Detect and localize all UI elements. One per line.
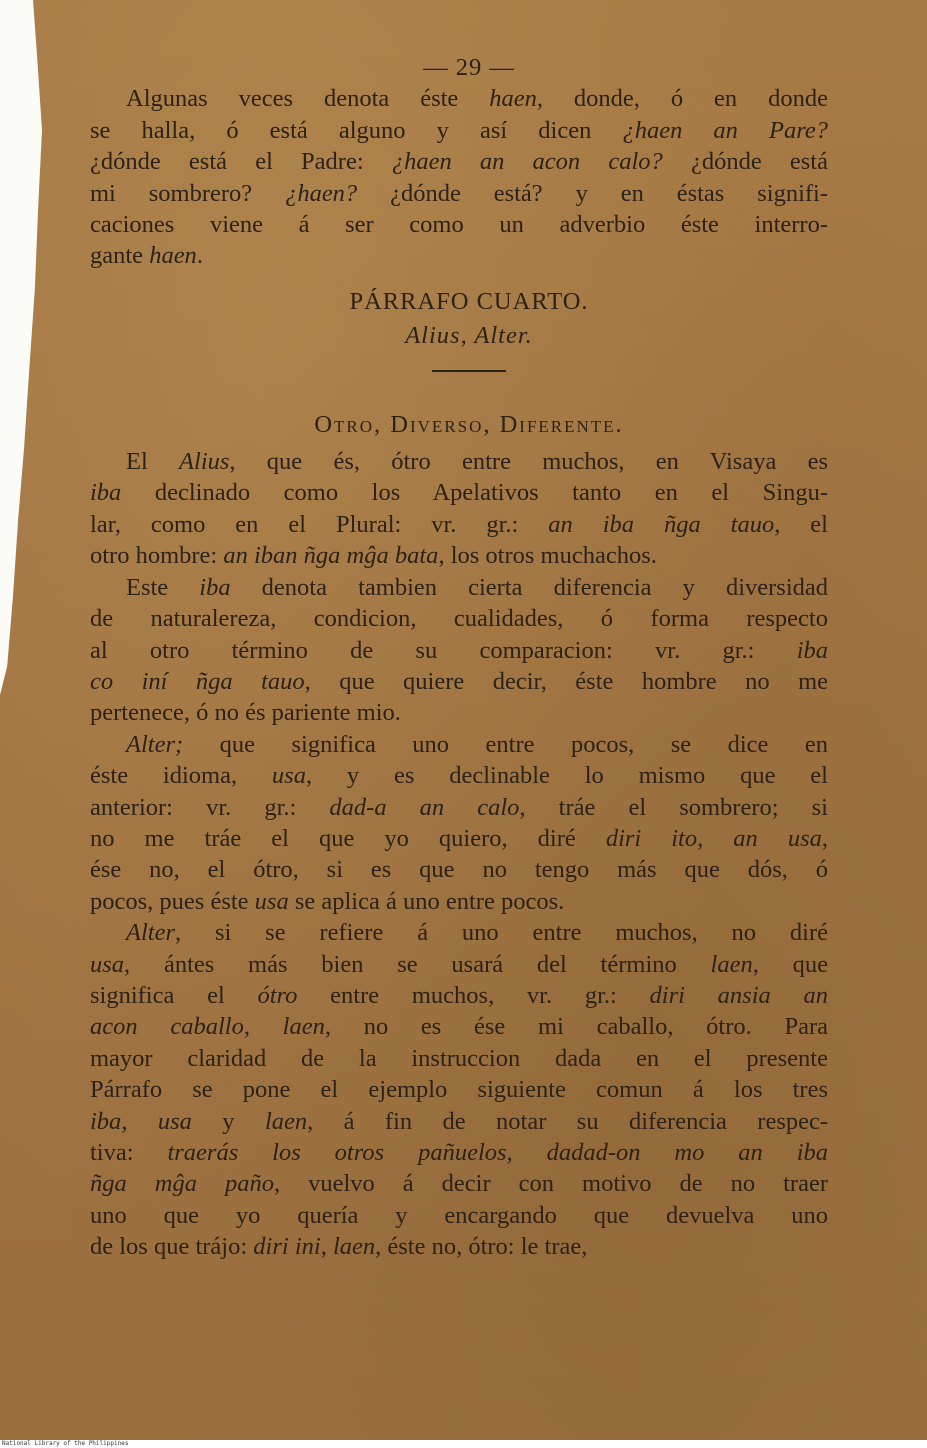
text-line <box>90 917 828 948</box>
text-run: an usa <box>733 824 822 852</box>
text-run: diri ansia an <box>649 981 828 1009</box>
text-run: otro hombre: <box>90 542 224 570</box>
paragraph-alter <box>90 729 828 917</box>
text-run: mi sombrero? <box>90 179 286 207</box>
text-run: que significa uno entre pocos, se dice en <box>183 730 828 758</box>
text-run: laen <box>710 950 753 978</box>
text-run: , que és, ótro entre muchos, en Visaya es <box>229 448 828 476</box>
text-run: , el <box>774 510 828 538</box>
text-run: acon caballo <box>90 1013 244 1041</box>
text-run: y <box>191 1107 265 1135</box>
text-run: mayor claridad de la instruccion dada en el presente <box>90 1044 828 1072</box>
text-line <box>90 540 828 571</box>
torn-page-edge <box>0 0 60 1448</box>
text-run: an iba ñga tauo <box>548 510 775 538</box>
text-run: iba <box>90 479 122 507</box>
text-run: , donde, ó en donde <box>536 85 828 113</box>
text-run: usa <box>271 762 306 790</box>
text-line <box>90 1011 828 1042</box>
text-line <box>90 635 828 666</box>
text-line <box>90 146 828 177</box>
text-run: Párrafo se pone el ejemplo siguiente comun á los tres <box>90 1076 828 1104</box>
text-run: haen <box>149 242 197 270</box>
text-run: anterior: vr. gr.: <box>90 793 330 821</box>
text-run: ¿haen? <box>285 179 358 207</box>
text-line <box>90 729 828 760</box>
text-run: , <box>697 824 734 852</box>
text-run: usa <box>157 1107 192 1135</box>
text-run: de naturalereza, condicion, cualidades, ó forma respecto <box>90 605 828 633</box>
text-run: iba <box>90 1107 122 1135</box>
text-run: , que <box>752 950 829 978</box>
text-run: traerás los otros pañuelos, dadad-on mo an iba <box>167 1139 828 1166</box>
section-subheading: Alius, Alter. <box>405 322 533 350</box>
text-line <box>90 572 828 603</box>
text-run: Este <box>126 573 200 601</box>
text-run: declinado como los Apelativos tanto en el Singu- <box>121 479 828 507</box>
text-run: an iban ñga mĝa bata <box>223 542 439 570</box>
text-line <box>90 509 828 540</box>
text-line <box>90 1200 828 1231</box>
text-run: ñga mĝa paño <box>90 1170 274 1198</box>
text-run: El <box>126 448 180 476</box>
text-run: caciones viene á ser como un adverbio éste interro- <box>90 211 828 239</box>
text-run: dad-a an calo <box>329 793 520 821</box>
page-number: — 29 — <box>423 54 515 81</box>
text-run: ¿haen an acon calo? <box>391 148 663 176</box>
text-line <box>90 1137 828 1168</box>
text-line <box>90 697 828 728</box>
text-run: , no es ése mi caballo, ótro. Para <box>324 1013 828 1041</box>
text-line <box>90 477 828 508</box>
text-line <box>90 1231 828 1262</box>
text-line <box>90 446 828 477</box>
text-run: haen <box>489 85 537 113</box>
text-line <box>90 823 828 854</box>
text-run: ¿dónde está el Padre: <box>90 148 392 176</box>
text-run: co iní ñga tauo <box>90 667 305 695</box>
text-run: , ántes más bien se usará del término <box>124 950 711 978</box>
text-run: , los otros muchachos. <box>438 542 657 570</box>
text-line <box>90 178 828 209</box>
text-run: iba <box>199 573 231 601</box>
text-run: Alter <box>126 919 175 947</box>
text-line <box>90 792 828 823</box>
text-run: ¿dónde está? y en éstas signifi- <box>357 179 829 207</box>
text-run: no me tráe el que yo quiero, diré <box>90 824 606 852</box>
text-run: diri ini <box>253 1233 321 1261</box>
text-line <box>90 603 828 634</box>
text-line <box>90 760 828 791</box>
text-run: , <box>320 1233 333 1261</box>
text-run: se aplica á uno entre pocos. <box>288 887 565 915</box>
text-line <box>90 209 828 240</box>
text-line <box>90 886 828 917</box>
text-run: Algunas veces denota éste <box>126 85 490 113</box>
text-run: laen <box>264 1107 308 1135</box>
text-run: de los que trájo: <box>90 1233 254 1261</box>
text-run: ¿dónde está <box>662 148 828 176</box>
text-run: Alius <box>179 448 230 476</box>
text-line <box>90 1043 828 1074</box>
text-run: usa <box>254 887 289 915</box>
paragraph-alter-laen <box>90 917 828 1262</box>
text-run: diri ito <box>605 824 698 852</box>
text-run: , vuelvo á decir con motivo de no traer <box>273 1170 828 1198</box>
text-run: . <box>196 242 203 270</box>
text-run: , si se refiere á uno entre muchos, no diré <box>175 919 828 947</box>
text-run: se halla, ó está alguno y así dicen <box>90 116 623 144</box>
text-run: éste idioma, <box>90 762 272 790</box>
scan-footer-strip <box>0 1440 927 1448</box>
text-run: , á fin de notar su diferencia respec- <box>307 1107 829 1135</box>
text-line <box>90 854 828 885</box>
text-run: pocos, pues éste <box>90 887 255 915</box>
text-run: ótro <box>257 981 298 1009</box>
text-run: uno que yo quería y encargando que devuelva uno <box>90 1201 828 1229</box>
text-line <box>90 666 828 697</box>
text-run: al otro término de su comparacion: vr. gr.: <box>90 636 797 664</box>
text-run: , <box>121 1107 158 1135</box>
text-run: significa el <box>90 981 258 1009</box>
section-heading: PÁRRAFO CUARTO. <box>349 287 589 315</box>
library-credit: National Library of the Philippines <box>2 1440 129 1447</box>
text-line <box>90 240 828 271</box>
text-run: , y es declinable lo mismo que el <box>305 762 828 790</box>
text-run: , éste no, ótro: le trae, <box>375 1233 588 1261</box>
text-line <box>90 949 828 980</box>
text-run: tiva: <box>90 1139 168 1166</box>
text-run: pertenece, ó no és pariente mio. <box>90 699 401 727</box>
text-run: denota tambien cierta diferencia y diversidad <box>230 573 828 601</box>
text-run: usa <box>90 950 125 978</box>
section-title: Otro, Diverso, Diferente. <box>314 410 624 438</box>
text-run: gante <box>90 242 150 270</box>
text-line <box>90 1074 828 1105</box>
text-run: lar, como en el Plural: vr. gr.: <box>90 510 549 538</box>
text-line <box>90 1168 828 1199</box>
text-run: , tráe el sombrero; si <box>519 793 828 821</box>
text-run: , <box>821 824 828 852</box>
text-run: ¿haen an Pare? <box>622 116 828 144</box>
text-run: laen <box>332 1233 376 1261</box>
paragraph-alius <box>90 446 828 572</box>
text-run: entre muchos, vr. gr.: <box>297 981 650 1009</box>
text-run: iba <box>796 636 828 664</box>
text-line <box>90 1106 828 1137</box>
text-line <box>90 115 828 146</box>
text-run: laen <box>282 1013 325 1041</box>
text-run: Alter; <box>126 730 184 758</box>
text-run: ése no, el ótro, si es que no tengo más que dós, ó <box>90 856 828 884</box>
text-run: , que quiere decir, éste hombre no me <box>304 667 828 695</box>
paragraph-haen <box>90 83 828 271</box>
divider-rule <box>432 370 506 372</box>
text-run: , <box>243 1013 283 1041</box>
page-text <box>90 52 828 1263</box>
text-line <box>90 980 828 1011</box>
text-line <box>90 83 828 114</box>
paragraph-iba <box>90 572 828 729</box>
